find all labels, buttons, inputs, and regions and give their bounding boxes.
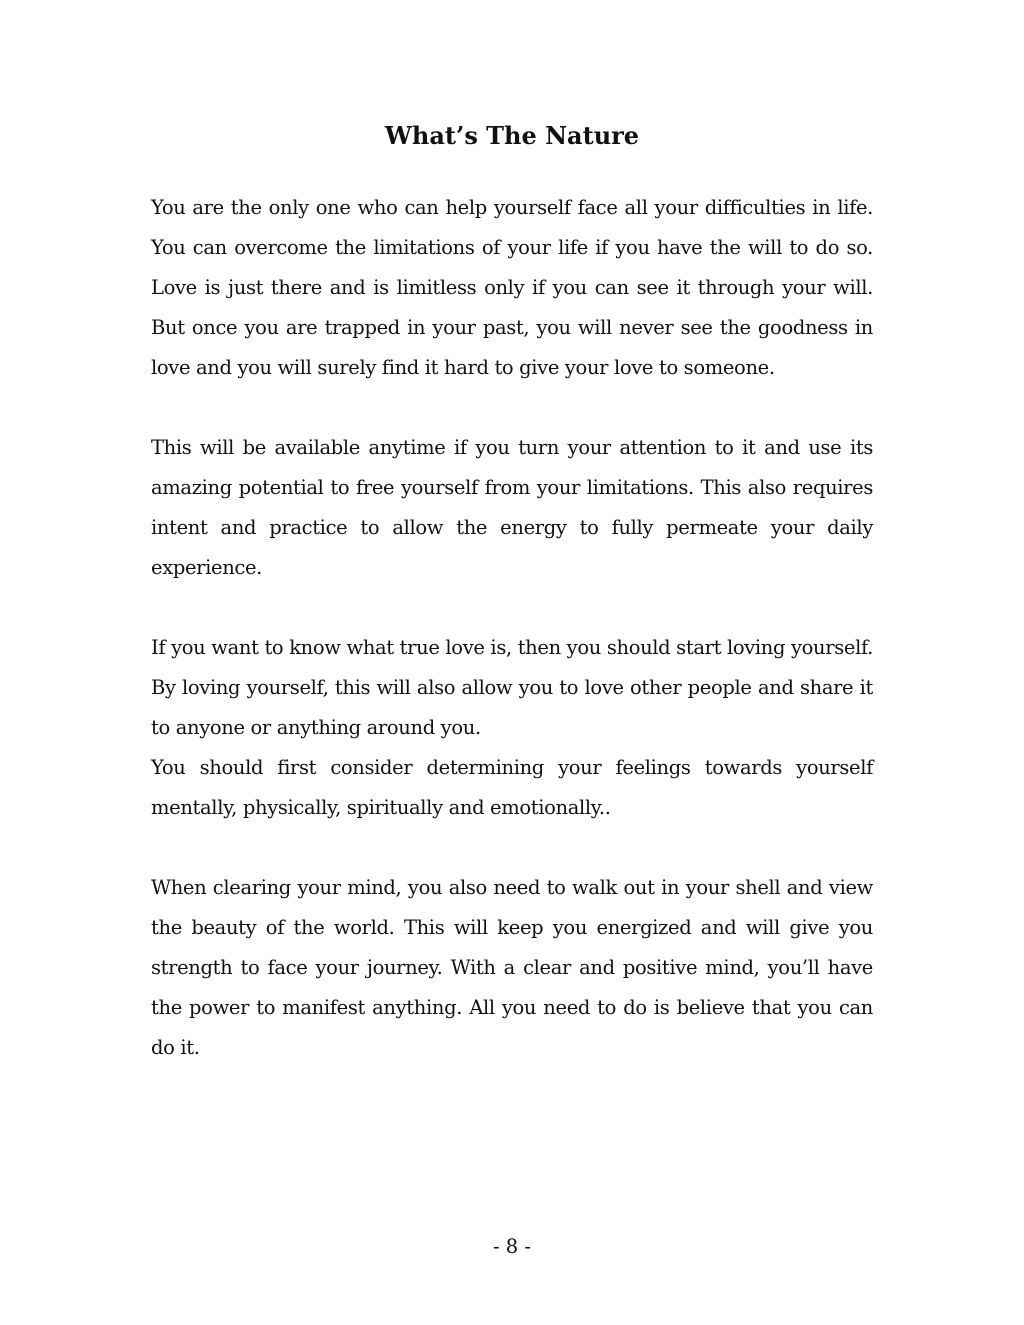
paragraph-4: You should first consider determining your feelings towards yourself mentally, physically, spiritually and emotionally.. (151, 756, 873, 819)
paragraph-5: When clearing your mind, you also need to walk out in your shell and view the beauty of the world. This will keep you energized and will give you strength to face your journey. With a clear and positive mind, you’ll have the power to manifest anything. All you need to do is believe that you can do it. (151, 876, 873, 1059)
page-number: - 8 - (493, 1235, 531, 1258)
paragraph-2: This will be available anytime if you turn your attention to it and use its amazing potential to free yourself from your limitations. This also requires intent and practice to allow the energy to fully permeate your daily experience. (151, 436, 873, 579)
body-text (151, 188, 873, 1068)
paragraph-3: If you want to know what true love is, then you should start loving yourself. By loving yourself, this will also allow you to love other people and share it to anyone or anything around you. (151, 636, 873, 739)
page-title: What’s The Nature (384, 121, 640, 150)
paragraph-1: You are the only one who can help yourself face all your difficulties in life. You can overcome the limitations of your life if you have the will to do so. Love is just there and is limitless only if you can see it through your will. But once you are trapped in your past, you will never see the goodness in love and you will surely find it hard to give your love to someone. (151, 196, 873, 379)
